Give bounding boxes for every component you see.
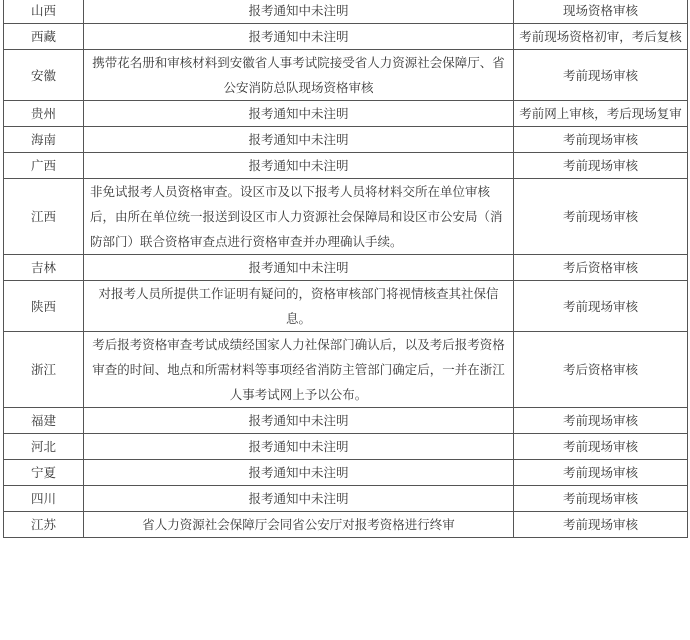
requirement-cell: 考后报考资格审查考试成绩经国家人力社保部门确认后，以及考后报考资格审查的时间、地点和所需材料等事项经省消防主管部门确定后，一并在浙江人事考试网上予以公布。: [84, 332, 514, 408]
table-row: [4, 127, 688, 153]
table-row: [4, 153, 688, 179]
review-mode-cell: 考前网上审核，考后现场复审: [514, 101, 688, 127]
requirement-cell: 报考通知中未注明: [84, 486, 514, 512]
review-mode-cell: 考前现场审核: [514, 153, 688, 179]
province-cell: 广西: [4, 153, 84, 179]
table-row: [4, 434, 688, 460]
province-cell: 西藏: [4, 24, 84, 50]
review-mode-cell: 考前现场审核: [514, 486, 688, 512]
requirement-cell: 报考通知中未注明: [84, 460, 514, 486]
province-cell: 贵州: [4, 101, 84, 127]
review-mode-cell: 考前现场资格初审，考后复核: [514, 24, 688, 50]
requirement-cell: 报考通知中未注明: [84, 101, 514, 127]
province-cell: 江苏: [4, 512, 84, 538]
table-row: [4, 101, 688, 127]
table-row: [4, 50, 688, 101]
province-cell: 安徽: [4, 50, 84, 101]
review-mode-cell: 考前现场审核: [514, 512, 688, 538]
review-mode-cell: 现场资格审核: [514, 0, 688, 24]
table-row: [4, 255, 688, 281]
province-cell: 山西: [4, 0, 84, 24]
requirement-cell: 报考通知中未注明: [84, 434, 514, 460]
requirement-cell: 报考通知中未注明: [84, 255, 514, 281]
review-mode-cell: 考前现场审核: [514, 281, 688, 332]
requirement-cell: 携带花名册和审核材料到安徽省人事考试院接受省人力资源社会保障厅、省公安消防总队现场资格审核: [84, 50, 514, 101]
table-row: [4, 281, 688, 332]
requirement-cell: 省人力资源社会保障厅会同省公安厅对报考资格进行终审: [84, 512, 514, 538]
table-row: [4, 24, 688, 50]
review-mode-cell: 考前现场审核: [514, 434, 688, 460]
province-cell: 海南: [4, 127, 84, 153]
table-row: [4, 460, 688, 486]
province-cell: 宁夏: [4, 460, 84, 486]
table-row: [4, 332, 688, 408]
province-cell: 四川: [4, 486, 84, 512]
review-mode-cell: 考后资格审核: [514, 332, 688, 408]
requirement-cell: 报考通知中未注明: [84, 153, 514, 179]
requirement-cell: 非免试报考人员资格审查。设区市及以下报考人员将材料交所在单位审核后，由所在单位统一报送到设区市人力资源社会保障局和设区市公安局（消防部门）联合资格审查点进行资格审查并办理确认手续。: [84, 179, 514, 255]
review-mode-cell: 考前现场审核: [514, 127, 688, 153]
requirement-cell: 报考通知中未注明: [84, 0, 514, 24]
review-mode-cell: 考前现场审核: [514, 460, 688, 486]
requirement-cell: 报考通知中未注明: [84, 127, 514, 153]
review-mode-cell: 考后资格审核: [514, 255, 688, 281]
review-mode-cell: 考前现场审核: [514, 179, 688, 255]
requirement-cell: 报考通知中未注明: [84, 408, 514, 434]
province-cell: 浙江: [4, 332, 84, 408]
table-row: [4, 512, 688, 538]
review-mode-cell: 考前现场审核: [514, 408, 688, 434]
requirement-cell: 对报考人员所提供工作证明有疑问的，资格审核部门将视情核查其社保信息。: [84, 281, 514, 332]
exam-qualification-table: [3, 0, 688, 538]
requirement-cell: 报考通知中未注明: [84, 24, 514, 50]
province-cell: 陕西: [4, 281, 84, 332]
province-cell: 河北: [4, 434, 84, 460]
province-cell: 江西: [4, 179, 84, 255]
review-mode-cell: 考前现场审核: [514, 50, 688, 101]
province-cell: 吉林: [4, 255, 84, 281]
province-cell: 福建: [4, 408, 84, 434]
table-row: [4, 0, 688, 24]
table-row: [4, 486, 688, 512]
table-row: [4, 408, 688, 434]
table-row: [4, 179, 688, 255]
